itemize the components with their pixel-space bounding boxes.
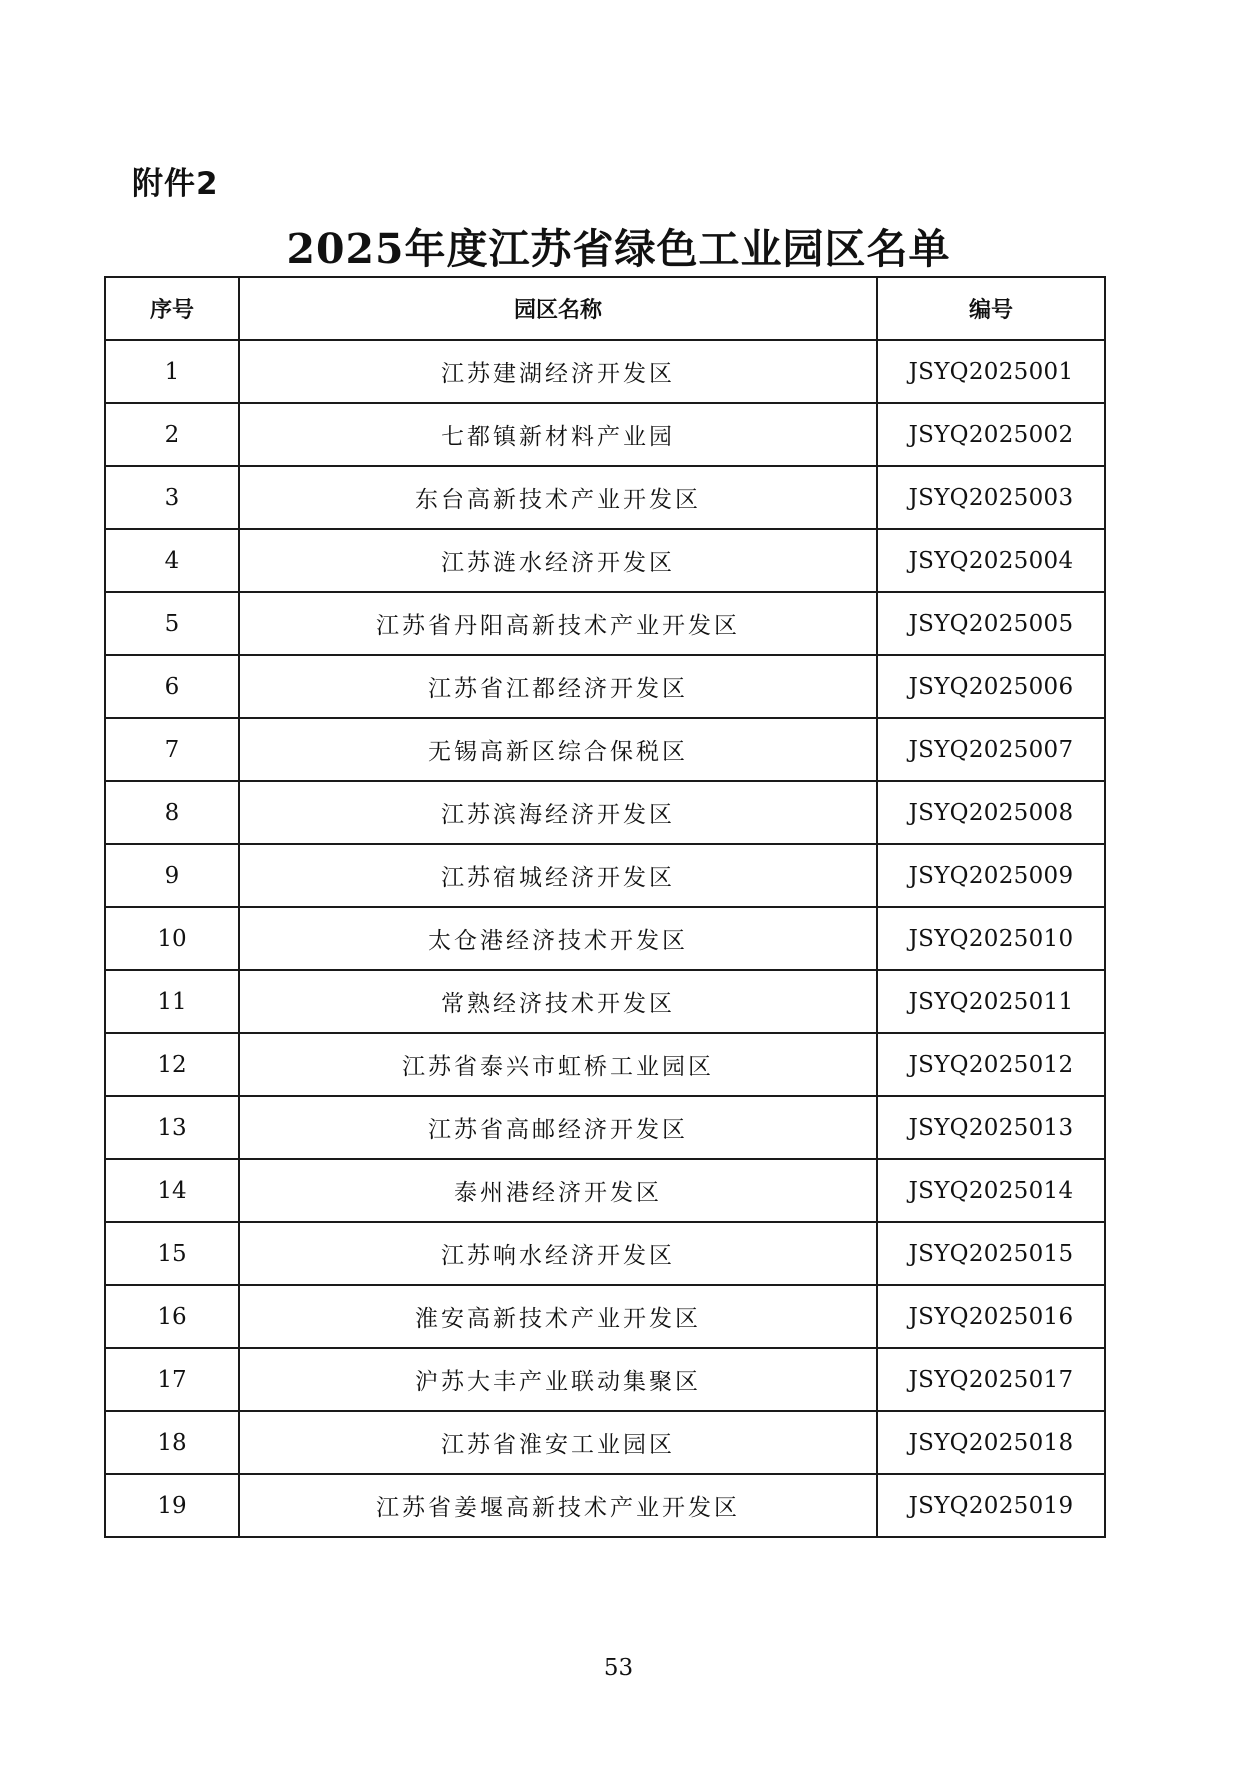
row-index: 3 — [105, 466, 239, 529]
row-index: 1 — [105, 340, 239, 403]
park-name: 淮安高新技术产业开发区 — [239, 1285, 877, 1348]
park-name: 江苏省高邮经济开发区 — [239, 1096, 877, 1159]
row-index: 7 — [105, 718, 239, 781]
park-code: JSYQ2025002 — [877, 403, 1105, 466]
table-row — [105, 1474, 1105, 1537]
park-name: 东台高新技术产业开发区 — [239, 466, 877, 529]
park-name: 沪苏大丰产业联动集聚区 — [239, 1348, 877, 1411]
table-body — [105, 340, 1105, 1537]
park-name: 江苏省丹阳高新技术产业开发区 — [239, 592, 877, 655]
park-code: JSYQ2025003 — [877, 466, 1105, 529]
park-name: 七都镇新材料产业园 — [239, 403, 877, 466]
park-name: 泰州港经济开发区 — [239, 1159, 877, 1222]
row-index: 18 — [105, 1411, 239, 1474]
park-name: 常熟经济技术开发区 — [239, 970, 877, 1033]
table-row — [105, 1285, 1105, 1348]
park-code: JSYQ2025012 — [877, 1033, 1105, 1096]
row-index: 5 — [105, 592, 239, 655]
park-name: 江苏涟水经济开发区 — [239, 529, 877, 592]
park-name: 江苏省姜堰高新技术产业开发区 — [239, 1474, 877, 1537]
row-index: 19 — [105, 1474, 239, 1537]
row-index: 4 — [105, 529, 239, 592]
table-row — [105, 844, 1105, 907]
park-name: 江苏省淮安工业园区 — [239, 1411, 877, 1474]
row-index: 15 — [105, 1222, 239, 1285]
park-code: JSYQ2025019 — [877, 1474, 1105, 1537]
row-index: 11 — [105, 970, 239, 1033]
table-row — [105, 403, 1105, 466]
park-name: 太仓港经济技术开发区 — [239, 907, 877, 970]
row-index: 9 — [105, 844, 239, 907]
park-code: JSYQ2025009 — [877, 844, 1105, 907]
table-row — [105, 781, 1105, 844]
park-code: JSYQ2025004 — [877, 529, 1105, 592]
table-row — [105, 1411, 1105, 1474]
park-code: JSYQ2025013 — [877, 1096, 1105, 1159]
park-code: JSYQ2025006 — [877, 655, 1105, 718]
park-code: JSYQ2025014 — [877, 1159, 1105, 1222]
table-row — [105, 1096, 1105, 1159]
column-header-index: 序号 — [105, 277, 239, 340]
row-index: 16 — [105, 1285, 239, 1348]
row-index: 13 — [105, 1096, 239, 1159]
park-code: JSYQ2025005 — [877, 592, 1105, 655]
park-name: 江苏响水经济开发区 — [239, 1222, 877, 1285]
park-name: 无锡高新区综合保税区 — [239, 718, 877, 781]
park-name: 江苏省江都经济开发区 — [239, 655, 877, 718]
park-code: JSYQ2025011 — [877, 970, 1105, 1033]
table-header-row — [105, 277, 1105, 340]
table-row — [105, 466, 1105, 529]
table-row — [105, 529, 1105, 592]
park-name: 江苏宿城经济开发区 — [239, 844, 877, 907]
park-name: 江苏建湖经济开发区 — [239, 340, 877, 403]
park-code: JSYQ2025008 — [877, 781, 1105, 844]
table-row — [105, 907, 1105, 970]
row-index: 17 — [105, 1348, 239, 1411]
table-row — [105, 970, 1105, 1033]
park-code: JSYQ2025016 — [877, 1285, 1105, 1348]
park-code: JSYQ2025010 — [877, 907, 1105, 970]
attachment-label: 附件2 — [132, 166, 219, 202]
row-index: 2 — [105, 403, 239, 466]
table-row — [105, 718, 1105, 781]
row-index: 6 — [105, 655, 239, 718]
park-code: JSYQ2025017 — [877, 1348, 1105, 1411]
table-row — [105, 1159, 1105, 1222]
table-row — [105, 592, 1105, 655]
park-name: 江苏省泰兴市虹桥工业园区 — [239, 1033, 877, 1096]
table-row — [105, 1033, 1105, 1096]
document-title: 2025年度江苏省绿色工业园区名单 — [286, 225, 951, 273]
table-row — [105, 1222, 1105, 1285]
park-code: JSYQ2025001 — [877, 340, 1105, 403]
park-code: JSYQ2025018 — [877, 1411, 1105, 1474]
row-index: 8 — [105, 781, 239, 844]
park-list-table — [104, 276, 1106, 1538]
row-index: 12 — [105, 1033, 239, 1096]
column-header-code: 编号 — [877, 277, 1105, 340]
park-name: 江苏滨海经济开发区 — [239, 781, 877, 844]
table-row — [105, 655, 1105, 718]
table-row — [105, 340, 1105, 403]
row-index: 10 — [105, 907, 239, 970]
page-number: 53 — [603, 1655, 634, 1681]
table-row — [105, 1348, 1105, 1411]
column-header-park-name: 园区名称 — [239, 277, 877, 340]
park-code: JSYQ2025015 — [877, 1222, 1105, 1285]
row-index: 14 — [105, 1159, 239, 1222]
park-code: JSYQ2025007 — [877, 718, 1105, 781]
